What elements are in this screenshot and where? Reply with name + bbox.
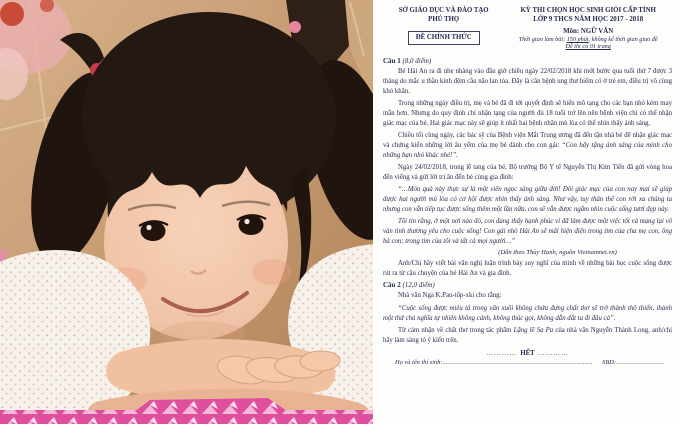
q2-task: Từ cảm nhận về chất thơ trong tác phẩm Lặng lẽ Sa Pa của nhà văn Nguyễn Thành Long, anh/chị hãy làm sáng tỏ ý kiến trên. [383, 327, 673, 344]
exam-time-note: Thời gian làm bài: 150 phút, không kể thời gian giao đề [518, 35, 658, 43]
q1-quote-1: “…Món quà này thực sự là một viên ngọc sáng giữa đời! Đôi giác mạc của con nay mai sẽ giúp được hai người mù lòa có cơ hội được nhìn thấy ánh sáng. Như vậy, tuy thân thể con rời xa chúng ta nhưng con vẫn tiếp tục được sống thêm một lần nữa, con sẽ vẫn được ngắm nhìn cuộc sống tươi đẹp này. [383, 186, 672, 213]
official-exam-box [408, 31, 480, 45]
exam-page-note: Đề thi có 01 trang [565, 42, 611, 50]
q1-paragraph-3: Chiều tối cùng ngày, các bác sỹ của Bệnh viện Mắt Trung ương đã đến tận nhà bé để nhận giác mạc và chứng kiến những lời âu yếm của mẹ bé dành cho con gái: “Con hãy tặng ánh sáng của mình cho những bạn nhỏ khác nhé!”. [383, 132, 672, 159]
q1-paragraph-2: Trong những ngày điều trị, mẹ và bé đã đi tới quyết định sẽ hiến mô tạng cho các bạn nhỏ kém may mắn hơn. Nhưng do quy định chỉ nhận tạng của người đủ 18 tuổi trở lên nên bệnh viện chỉ có thể nhận giác mạc của bé. Hai giác mạc này sẽ giúp ít nhất hai bệnh nhân mù lòa có thể nhìn thấy ánh sáng. [383, 99, 672, 127]
exam-subject: Môn: NGỮ VĂN [563, 27, 614, 35]
q1-quote-2: Tôi tin rằng, ở một nơi nào đó, con đang thấy hạnh phúc vì đã làm được một việc tốt và mang lại vô vàn tình thương yêu cho cuộc sống! Con gái nhỏ Hải An sẽ mãi hiện diện trong tim của cha mẹ con, ông bà con; trong tim của tôi và tất cả mọi người…” [383, 218, 672, 245]
exam-title-line1: KỲ THI CHỌN HỌC SINH GIỎI CẤP TỈNH [520, 7, 656, 14]
candidate-signature-line: Họ và tên thí sinh: .............................................................................................. SBD: .............................. [395, 358, 664, 366]
candidate-name-label: Họ và tên thí sinh: [395, 358, 443, 366]
exam-paper [373, 0, 680, 424]
question-1-heading: Câu 1 (8,0 điểm) [383, 56, 432, 65]
q1-paragraph-4: Ngày 24/02/2018, trong lễ tang của bé, Bộ trưởng Bộ Y tế Nguyễn Thị Kim Tiến đã gửi vòng hoa đến viếng và gửi lời tri ân đến bé cùng gia đình: [383, 164, 672, 181]
exam-header [383, 7, 672, 50]
q1-source-citation: (Dẫn theo Thùy Hạnh, nguồn Vietnamnet.vn) [498, 249, 617, 257]
q1-paragraph-1: Bé Hải An ra đi nhẹ nhàng vào đầu giờ chiều ngày 22/02/2018 khi mới bước qua tuổi thứ 7 được 3 tháng do mắc u thần kinh đệm cầu não lan tỏa. Đây là căn bệnh ung thư hiếm có ở trẻ em, điều trị vô cùng khó khăn. [383, 67, 672, 95]
department-name-line2: PHÚ THỌ [428, 15, 460, 23]
hair-tie-right [289, 21, 301, 33]
department-name-line1: SỞ GIÁO DỤC VÀ ĐÀO TẠO [398, 7, 489, 14]
end-marker: ………… HẾT ………… [486, 349, 569, 357]
q2-intro: Nhà văn Nga K.Pau-tốp-xki cho rằng: [398, 292, 502, 300]
question-2-heading: Câu 2 (12,0 điểm) [383, 281, 435, 290]
cheek-right [252, 259, 292, 285]
q1-task: Anh/Chị hãy viết bài văn nghị luận trình bày suy nghĩ của mình về những bài học cuộc sống được rút ra từ câu chuyện của bé Hải An và gia đình. [383, 259, 672, 277]
q2-quote: “Cuộc sống được miêu tả trong văn xuôi không chứa đựng chất thơ sẽ trở thành thô thiển, thành một thứ chủ nghĩa tự nhiên không cánh, không thúc gọi, không dẫn dắt ta đi đâu cả”. [383, 304, 672, 322]
candidate-number-label: SBD: [602, 358, 616, 366]
exam-title-line2: LỚP 9 THCS NĂM HỌC 2017 - 2018 [533, 15, 644, 23]
exam-title-block [504, 7, 672, 50]
official-exam-label: ĐỀ CHÍNH THỨC [415, 34, 472, 42]
department-block [383, 7, 504, 50]
